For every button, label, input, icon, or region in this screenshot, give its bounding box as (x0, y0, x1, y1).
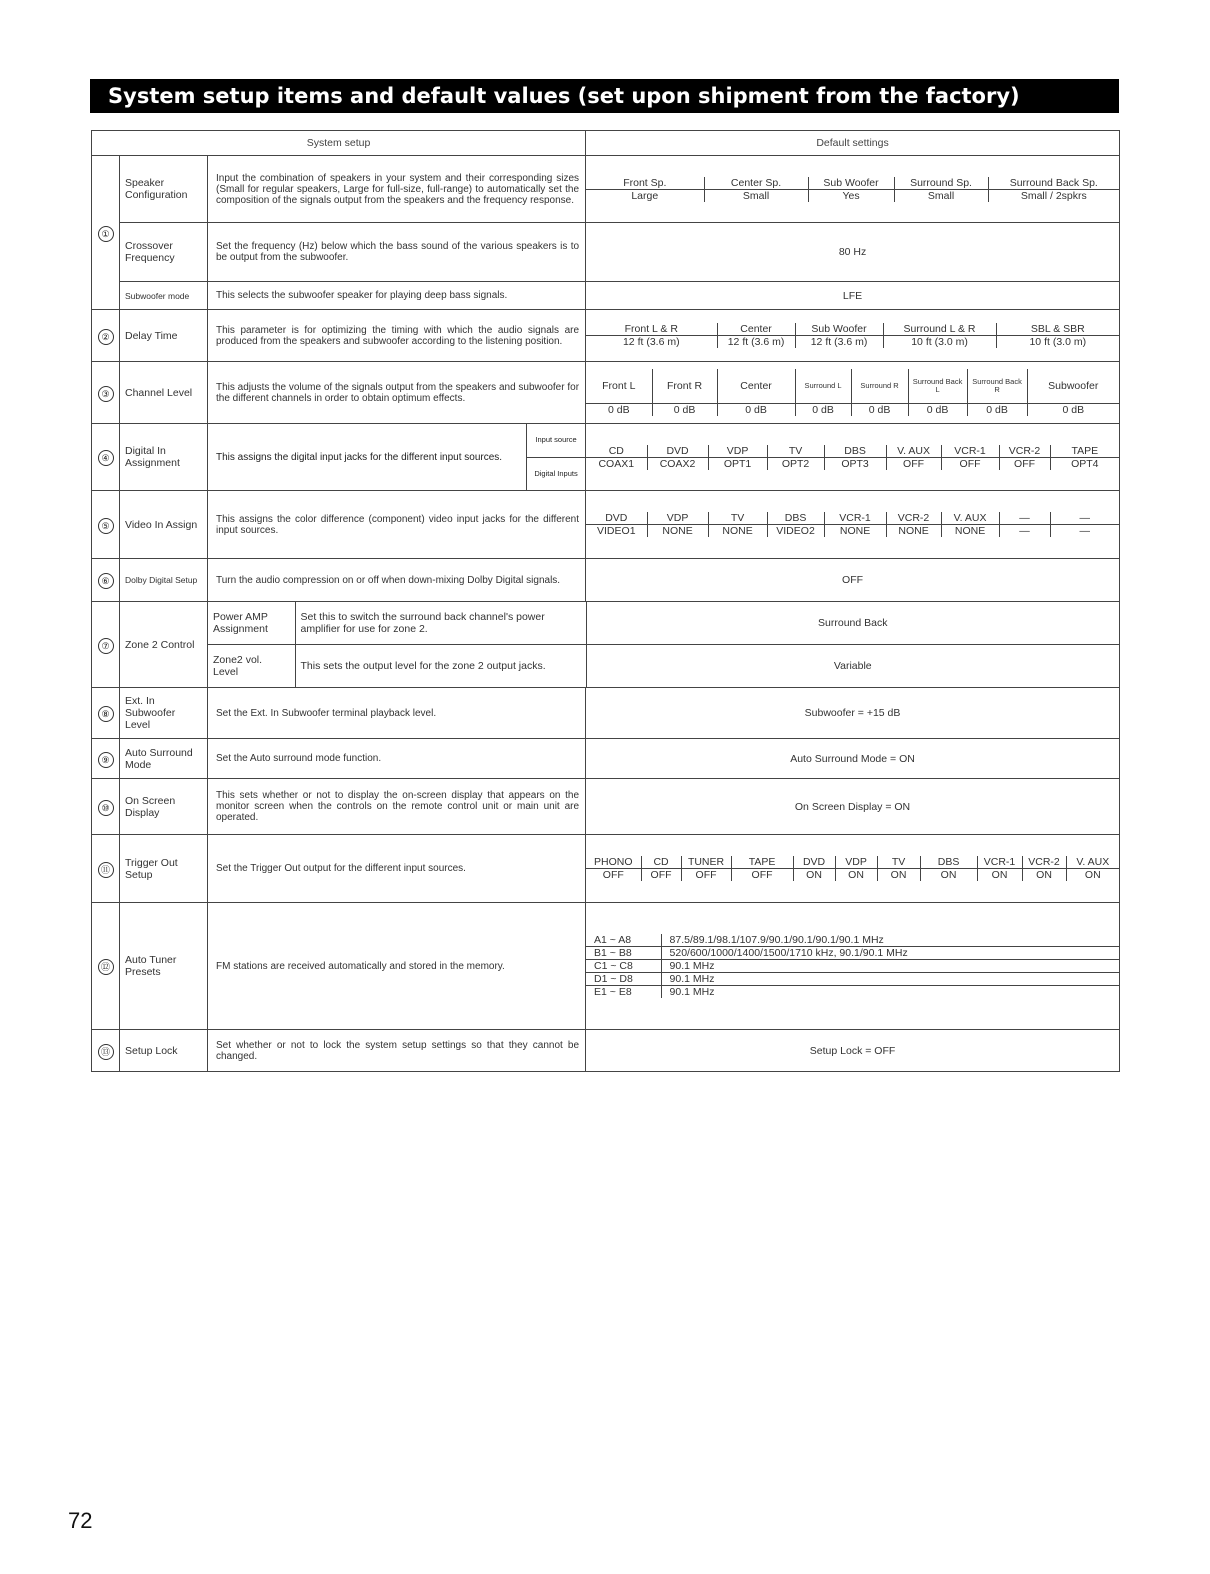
setting-label: Trigger Out Setup (120, 835, 208, 903)
table-row (92, 602, 1120, 688)
zone2-vol-desc: This sets the output level for the zone 2 output jacks. (295, 645, 586, 688)
table-row (92, 835, 1120, 903)
setting-label: Channel Level (120, 362, 208, 424)
video-value: VIDEO2 (767, 525, 824, 538)
row-tags (526, 424, 585, 490)
zone2-power-label: Power AMP Assignment (208, 602, 295, 645)
source-header: DBS (824, 445, 886, 458)
channel-header: Center (717, 369, 795, 403)
trigger-value: ON (793, 869, 835, 882)
delay-value: 10 ft (3.0 m) (883, 336, 996, 349)
source-header: — (999, 512, 1050, 525)
item-number: ⑩ (92, 779, 120, 835)
trigger-value: ON (877, 869, 920, 882)
source-header: VDP (647, 512, 708, 525)
zone2-cell (208, 602, 1120, 688)
preset-range: E1 ~ E8 (586, 986, 661, 999)
trigger-header: TUNER (681, 856, 731, 869)
trigger-header: TV (877, 856, 920, 869)
setting-description: This sets whether or not to display the on-screen display that appears on the monitor screen when the controls on the remote control unit or main unit are operated. (208, 779, 586, 835)
digital-value: COAX2 (647, 457, 708, 470)
channel-value: 0 dB (967, 403, 1027, 416)
table-row (92, 559, 1120, 602)
table-row (92, 903, 1120, 1030)
setting-label: Zone 2 Control (120, 602, 208, 688)
settings-table (91, 130, 1120, 1072)
video-value: NONE (824, 525, 886, 538)
source-header: VCR-1 (824, 512, 886, 525)
trigger-value: ON (1022, 869, 1066, 882)
digital-value: OPT4 (1050, 457, 1119, 470)
preset-value: 520/600/1000/1400/1500/1710 kHz, 90.1/90.1 MHz (661, 947, 1119, 960)
setting-label: Auto Tuner Presets (120, 903, 208, 1030)
setting-label: Auto Surround Mode (120, 739, 208, 779)
trigger-value: OFF (641, 869, 681, 882)
trigger-defaults (586, 856, 1119, 881)
setting-label: Video In Assign (120, 491, 208, 559)
preset-range: A1 ~ A8 (586, 934, 661, 947)
item-number: ⑪ (92, 835, 120, 903)
channel-value: 0 dB (1027, 403, 1119, 416)
delay-header: Sub Woofer (795, 323, 883, 336)
table-row (92, 282, 1120, 310)
zone2-vol-label: Zone2 vol. Level (208, 645, 295, 688)
setting-description: This assigns the digital input jacks for the different input sources. (216, 451, 503, 463)
delay-header: SBL & SBR (996, 323, 1119, 336)
table-row (92, 424, 1120, 491)
channel-header: Front R (652, 369, 717, 403)
source-header: DVD (647, 445, 708, 458)
source-header: TAPE (1050, 445, 1119, 458)
speaker-header: Sub Woofer (808, 177, 894, 190)
trigger-header: VCR-1 (977, 856, 1022, 869)
trigger-header: CD (641, 856, 681, 869)
table-row (92, 688, 1120, 739)
setting-description: This selects the subwoofer speaker for playing deep bass signals. (208, 282, 586, 310)
delay-value: 10 ft (3.0 m) (996, 336, 1119, 349)
item-number: ⑧ (92, 688, 120, 739)
table-row (92, 310, 1120, 362)
trigger-header: DVD (793, 856, 835, 869)
trigger-value: ON (977, 869, 1022, 882)
source-header: — (1050, 512, 1119, 525)
speaker-defaults (586, 177, 1119, 202)
table-row (92, 739, 1120, 779)
default-cell (586, 362, 1120, 424)
default-value: LFE (586, 282, 1120, 310)
setting-label: Speaker Configuration (120, 156, 208, 223)
table-row (92, 362, 1120, 424)
item-number: ⑦ (92, 602, 120, 688)
digital-in-defaults (586, 445, 1119, 470)
digital-value: OFF (999, 457, 1050, 470)
setting-description: Set the Auto surround mode function. (208, 739, 586, 779)
trigger-value: OFF (681, 869, 731, 882)
table-row (92, 1030, 1120, 1072)
item-number: ⑥ (92, 559, 120, 602)
preset-range: C1 ~ C8 (586, 960, 661, 973)
video-value: NONE (886, 525, 941, 538)
item-number: ⑨ (92, 739, 120, 779)
table-header-row (92, 131, 1120, 156)
channel-header: Surround Back L (908, 369, 967, 403)
source-header: DBS (767, 512, 824, 525)
setting-description: Set the frequency (Hz) below which the bass sound of the various speakers is to be output from the subwoofer. (208, 223, 586, 282)
channel-header: Surround R (851, 369, 908, 403)
trigger-value: ON (1066, 869, 1119, 882)
table-row (92, 779, 1120, 835)
zone2-subtable (208, 602, 1119, 687)
item-number: ⑤ (92, 491, 120, 559)
delay-value: 12 ft (3.6 m) (586, 336, 717, 349)
item-number: ③ (92, 362, 120, 424)
item-number: ⑬ (92, 1030, 120, 1072)
item-number: ② (92, 310, 120, 362)
delay-value: 12 ft (3.6 m) (717, 336, 795, 349)
video-value: — (999, 525, 1050, 538)
source-header: VDP (708, 445, 767, 458)
preset-value: 87.5/89.1/98.1/107.9/90.1/90.1/90.1/90.1 MHz (661, 934, 1119, 947)
setting-label: Dolby Digital Setup (120, 559, 208, 602)
page-title: System setup items and default values (set upon shipment from the factory) (90, 79, 1119, 113)
setting-description: Set the Ext. In Subwoofer terminal playback level. (208, 688, 586, 739)
preset-range: B1 ~ B8 (586, 947, 661, 960)
trigger-header: DBS (920, 856, 977, 869)
setting-description: Set whether or not to lock the system setup settings so that they cannot be changed. (208, 1030, 586, 1072)
table-row (92, 491, 1120, 559)
setting-label: Subwoofer mode (120, 282, 208, 310)
zone2-vol-value: Variable (586, 645, 1119, 688)
channel-defaults (586, 369, 1119, 416)
default-value: Auto Surround Mode = ON (586, 739, 1120, 779)
digital-value: OPT3 (824, 457, 886, 470)
video-value: NONE (941, 525, 999, 538)
video-value: NONE (708, 525, 767, 538)
preset-range: D1 ~ D8 (586, 973, 661, 986)
setting-description: Input the combination of speakers in your system and their corresponding sizes (Small for regular speakers, Large for full-size, full-range) to automatically set the composition of the signals output from the speakers and the frequency response. (208, 156, 586, 223)
setting-description: This assigns the color difference (component) video input jacks for the different input sources. (208, 491, 586, 559)
source-header: DVD (586, 512, 647, 525)
digital-value: OFF (886, 457, 941, 470)
source-header: VCR-2 (886, 512, 941, 525)
delay-defaults (586, 323, 1119, 348)
speaker-value: Small / 2spkrs (988, 189, 1119, 202)
trigger-header: VDP (835, 856, 877, 869)
setting-label: On Screen Display (120, 779, 208, 835)
delay-header: Front L & R (586, 323, 717, 336)
item-number: ④ (92, 424, 120, 491)
source-header: V. AUX (941, 512, 999, 525)
table-row (92, 223, 1120, 282)
setting-label: Crossover Frequency (120, 223, 208, 282)
digital-inputs-tag: Digital Inputs (527, 457, 585, 491)
default-cell (586, 491, 1120, 559)
speaker-value: Yes (808, 189, 894, 202)
trigger-value: OFF (586, 869, 641, 882)
trigger-value: OFF (731, 869, 793, 882)
setting-description: This adjusts the volume of the signals output from the speakers and subwoofer for the different channels in order to obtain optimum effects. (208, 362, 586, 424)
settings-table-container (91, 130, 1119, 1072)
default-value: OFF (586, 559, 1120, 602)
source-header: VCR-2 (999, 445, 1050, 458)
setting-label: Setup Lock (120, 1030, 208, 1072)
video-value: VIDEO1 (586, 525, 647, 538)
default-value: On Screen Display = ON (586, 779, 1120, 835)
header-default-settings: Default settings (586, 131, 1120, 156)
input-source-tag: Input source (535, 435, 577, 445)
channel-header: Front L (586, 369, 652, 403)
video-value: — (1050, 525, 1119, 538)
preset-value: 90.1 MHz (661, 960, 1119, 973)
setting-description: Set the Trigger Out output for the different input sources. (208, 835, 586, 903)
default-value: 80 Hz (586, 223, 1120, 282)
setting-label: Delay Time (120, 310, 208, 362)
preset-value: 90.1 MHz (661, 973, 1119, 986)
channel-value: 0 dB (652, 403, 717, 416)
video-value: NONE (647, 525, 708, 538)
channel-header: Subwoofer (1027, 369, 1119, 403)
setting-description: Turn the audio compression on or off when down-mixing Dolby Digital signals. (208, 559, 586, 602)
preset-value: 90.1 MHz (661, 986, 1119, 999)
channel-value: 0 dB (586, 403, 652, 416)
digital-value: COAX1 (586, 457, 647, 470)
speaker-value: Small (704, 189, 808, 202)
setting-label: Ext. In Subwoofer Level (120, 688, 208, 739)
speaker-value: Large (586, 189, 704, 202)
source-header: TV (767, 445, 824, 458)
default-value: Setup Lock = OFF (586, 1030, 1120, 1072)
speaker-value: Small (894, 189, 988, 202)
source-header: CD (586, 445, 647, 458)
setting-label: Digital In Assignment (120, 424, 208, 491)
channel-value: 0 dB (795, 403, 851, 416)
default-value: Subwoofer = +15 dB (586, 688, 1120, 739)
zone2-power-value: Surround Back (586, 602, 1119, 645)
speaker-header: Front Sp. (586, 177, 704, 190)
default-cell (586, 310, 1120, 362)
channel-value: 0 dB (908, 403, 967, 416)
trigger-header: VCR-2 (1022, 856, 1066, 869)
delay-header: Center (717, 323, 795, 336)
channel-value: 0 dB (717, 403, 795, 416)
digital-value: OFF (941, 457, 999, 470)
digital-value: OPT1 (708, 457, 767, 470)
tuner-presets-defaults (586, 934, 1119, 998)
trigger-value: ON (835, 869, 877, 882)
trigger-header: PHONO (586, 856, 641, 869)
speaker-header: Surround Sp. (894, 177, 988, 190)
speaker-header: Surround Back Sp. (988, 177, 1119, 190)
header-system-setup: System setup (92, 131, 586, 156)
digital-value: OPT2 (767, 457, 824, 470)
source-header: TV (708, 512, 767, 525)
setting-description: This parameter is for optimizing the timing with which the audio signals are produced from the speakers and subwoofer according to the listening position. (208, 310, 586, 362)
default-cell (586, 903, 1120, 1030)
zone2-power-desc: Set this to switch the surround back channel's power amplifier for use for zone 2. (295, 602, 586, 645)
delay-header: Surround L & R (883, 323, 996, 336)
page-number: 72 (68, 1508, 93, 1533)
speaker-header: Center Sp. (704, 177, 808, 190)
source-header: V. AUX (886, 445, 941, 458)
item-number: ① (92, 156, 120, 310)
channel-header: Surround Back R (967, 369, 1027, 403)
setting-description: FM stations are received automatically and stored in the memory. (208, 903, 586, 1030)
setting-description-cell (208, 424, 586, 491)
delay-value: 12 ft (3.6 m) (795, 336, 883, 349)
video-in-defaults (586, 512, 1119, 537)
channel-value: 0 dB (851, 403, 908, 416)
source-header: VCR-1 (941, 445, 999, 458)
default-cell (586, 835, 1120, 903)
trigger-value: ON (920, 869, 977, 882)
default-cell (586, 424, 1120, 491)
trigger-header: TAPE (731, 856, 793, 869)
channel-header: Surround L (795, 369, 851, 403)
trigger-header: V. AUX (1066, 856, 1119, 869)
default-cell (586, 156, 1120, 223)
item-number: ⑫ (92, 903, 120, 1030)
table-row (92, 156, 1120, 223)
